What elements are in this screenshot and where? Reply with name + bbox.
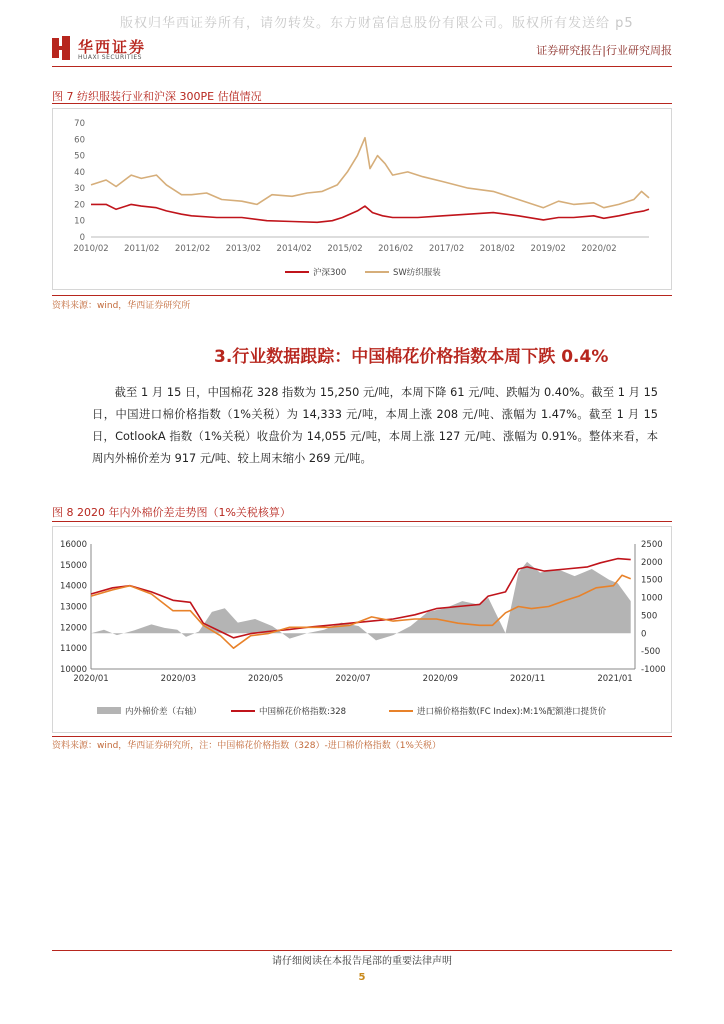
left-y-tick-label: 12000 xyxy=(59,623,87,634)
x-tick-label: 2017/02 xyxy=(428,244,465,254)
right-y-tick-label: 0 xyxy=(641,629,647,640)
huaxi-logo-icon xyxy=(52,36,72,60)
left-y-tick-label: 11000 xyxy=(59,644,87,655)
left-y-tick-label: 16000 xyxy=(59,540,87,550)
x-tick-label: 2020/02 xyxy=(581,244,617,254)
figure8-title: 图 8 2020 年内外棉价差走势图（1%关税核算） xyxy=(52,506,291,519)
page-number: 5 xyxy=(358,972,366,983)
x-tick-label: 2011/02 xyxy=(124,244,160,254)
left-y-tick-label: 14000 xyxy=(59,581,87,592)
right-y-tick-label: 2000 xyxy=(641,557,663,568)
x-tick-label: 2016/02 xyxy=(378,244,414,254)
footer-divider xyxy=(52,950,672,951)
x-tick-label: 2018/02 xyxy=(479,244,516,254)
series-line xyxy=(91,204,649,222)
logo-text-cn: 华西证券 xyxy=(78,38,147,56)
series-line xyxy=(91,138,649,208)
legend-label: 进口棉价格指数(FC Index):M:1%配额港口提货价 xyxy=(417,707,607,717)
figure7-title-rule xyxy=(52,103,672,104)
y-tick-label: 10 xyxy=(74,216,85,227)
figure7-chart xyxy=(53,109,671,289)
figure8-chart xyxy=(53,527,671,732)
right-y-tick-label: 2500 xyxy=(641,540,663,550)
x-tick-label: 2014/02 xyxy=(276,244,312,254)
x-tick-label: 2020/07 xyxy=(335,674,371,684)
right-y-tick-label: 1500 xyxy=(641,575,663,586)
x-tick-label: 2020/03 xyxy=(160,674,196,684)
figure7-chart-frame xyxy=(52,108,672,290)
y-tick-label: 40 xyxy=(74,167,85,178)
left-y-tick-label: 15000 xyxy=(59,560,87,571)
right-y-tick-label: -1000 xyxy=(641,665,666,675)
section-title: 3.行业数据跟踪：中国棉花价格指数本周下跌 0.4% xyxy=(214,347,609,367)
x-tick-label: 2021/01 xyxy=(597,674,633,684)
report-type-label: 证券研究报告|行业研究周报 xyxy=(536,44,672,57)
header-divider xyxy=(52,66,672,67)
y-tick-label: 70 xyxy=(74,119,85,129)
figure7-source: 资料来源：wind，华西证券研究所 xyxy=(52,301,191,311)
y-tick-label: 30 xyxy=(74,184,85,195)
y-tick-label: 50 xyxy=(74,151,85,162)
legend-label: 中国棉花价格指数:328 xyxy=(259,707,347,717)
x-tick-label: 2010/02 xyxy=(73,244,109,254)
y-tick-label: 60 xyxy=(74,135,85,146)
left-y-tick-label: 10000 xyxy=(59,665,87,675)
x-tick-label: 2015/02 xyxy=(327,244,363,254)
figure7-bottom-rule xyxy=(52,295,672,296)
figure8-source: 资料来源：wind，华西证券研究所，注：中国棉花价格指数（328）-进口棉价格指数（1%关税） xyxy=(52,741,441,751)
figure8-title-rule xyxy=(52,521,672,522)
x-tick-label: 2020/05 xyxy=(248,674,284,684)
legend-label: 沪深300 xyxy=(313,268,347,278)
right-y-tick-label: 1000 xyxy=(641,593,663,604)
legend-swatch xyxy=(97,707,121,714)
section-paragraph: 截至 1 月 15 日，中国棉花 328 指数为 15,250 元/吨，本周下降 61 元/吨、跌幅为 0.40%。截至 1 月 15 日，中国进口棉价格指数（1%关税）为 14,333 元/吨，本周上涨 208 元/吨、涨幅为 1.47%。截至 1 月 15 日，CotlookA 指数（1%关税）收盘价为 14,055 元/吨，本周上涨 127 元/吨、涨幅为 0.91%。整体来看，本周内外棉价差为 917 元/吨、较上周末缩小 269 元/吨。 xyxy=(92,386,658,465)
figure8-bottom-rule xyxy=(52,736,672,737)
legend-label: 内外棉价差（右轴） xyxy=(125,707,202,717)
figure7-title: 图 7 纺织服装行业和沪深 300PE 估值情况 xyxy=(52,90,262,103)
x-tick-label: 2020/11 xyxy=(510,674,546,684)
x-tick-label: 2020/01 xyxy=(73,674,109,684)
right-y-tick-label: -500 xyxy=(641,647,661,658)
right-y-tick-label: 500 xyxy=(641,611,658,622)
x-tick-label: 2013/02 xyxy=(225,244,262,254)
legal-notice: 请仔细阅读在本报告尾部的重要法律声明 xyxy=(272,956,452,967)
figure8-chart-frame xyxy=(52,526,672,733)
y-tick-label: 0 xyxy=(79,233,85,243)
y-tick-label: 20 xyxy=(74,200,85,211)
x-tick-label: 2019/02 xyxy=(530,244,566,254)
legend-label: SW纺织服装 xyxy=(393,268,441,278)
watermark-text: 版权归华西证券所有，请勿转发。东方财富信息股份有限公司。版权所有发送给 p5 xyxy=(120,16,634,31)
spread-area xyxy=(91,562,631,641)
x-tick-label: 2020/09 xyxy=(422,674,458,684)
left-y-tick-label: 13000 xyxy=(59,602,87,613)
x-tick-label: 2012/02 xyxy=(174,244,211,254)
logo-text-en: HUAXI SECURITIES xyxy=(78,54,142,61)
